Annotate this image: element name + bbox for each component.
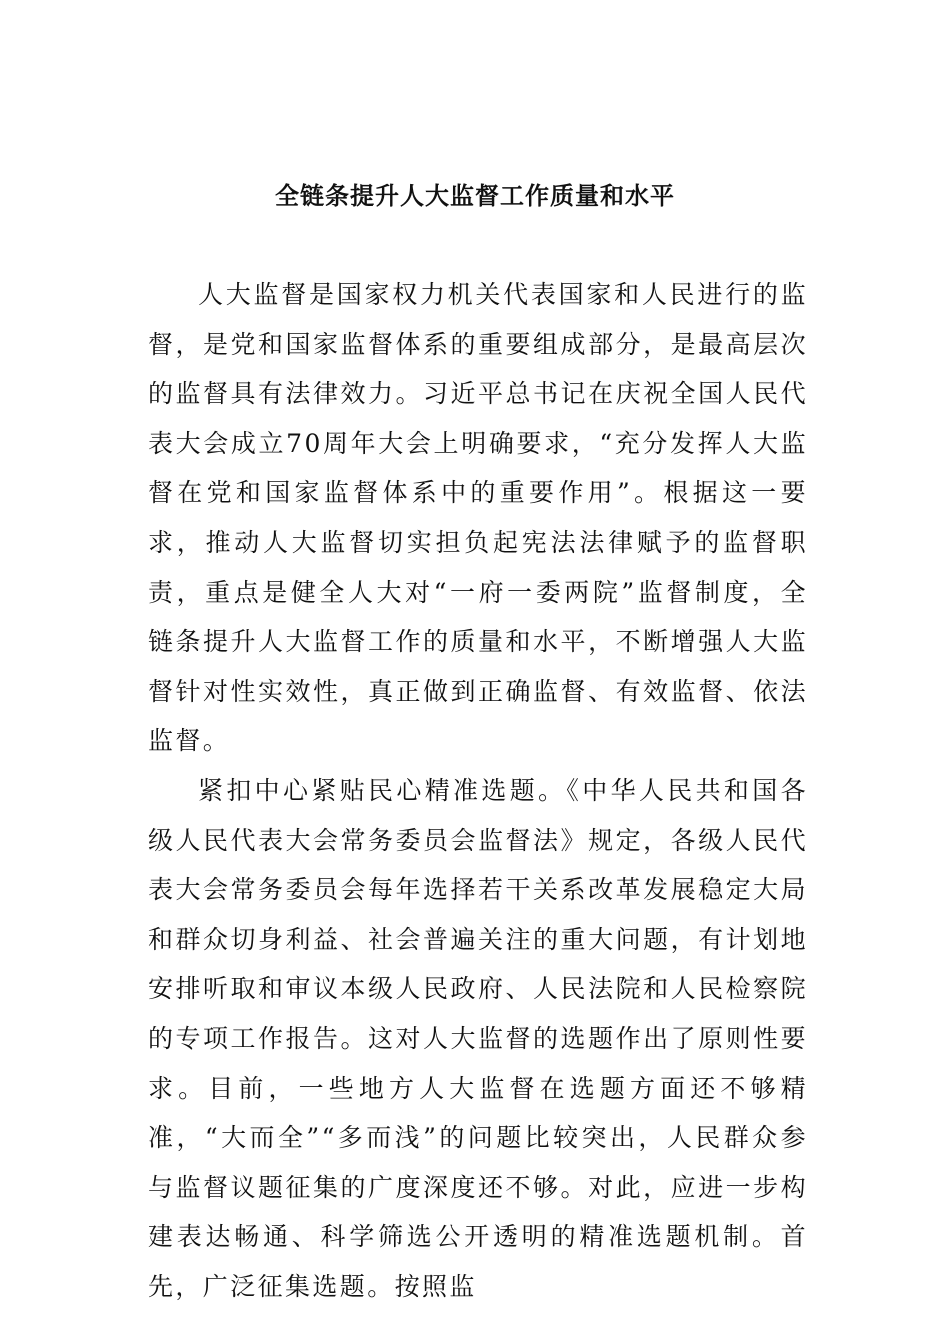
- paragraph-2: 紧扣中心紧贴民心精准选题。《中华人民共和国各级人民代表大会常务委员会监督法》规定，各级人民代表大会常务委员会每年选择若干关系改革发展稳定大局和群众切身利益、社会普遍关注的重大问题，有计划地安排听取和审议本级人民政府、人民法院和人民检察院的专项工作报告。这对人大监督的选题作出了原则性要求。目前，一些地方人大监督在选题方面还不够精准，“大而全”“多而浅”的问题比较突出，人民群众参与监督议题征集的广度深度还不够。对此，应进一步构建表达畅通、科学筛选公开透明的精准选题机制。首先，广泛征集选题。按照监: [148, 775, 808, 1301]
- document-title: 全链条提升人大监督工作质量和水平: [275, 181, 675, 211]
- paragraph-1: 人大监督是国家权力机关代表国家和人民进行的监督，是党和国家监督体系的重要组成部分，是最高层次的监督具有法律效力。习近平总书记在庆祝全国人民代表大会成立70周年大会上明确要求，“充分发挥人大监督在党和国家监督体系中的重要作用”。根据这一要求，推动人大监督切实担负起宪法法律赋予的监督职责，重点是健全人大对“一府一委两院”监督制度，全链条提升人大监督工作的质量和水平，不断增强人大监督针对性实效性，真正做到正确监督、有效监督、依法监督。: [148, 280, 808, 756]
- document-body: [148, 270, 808, 1311]
